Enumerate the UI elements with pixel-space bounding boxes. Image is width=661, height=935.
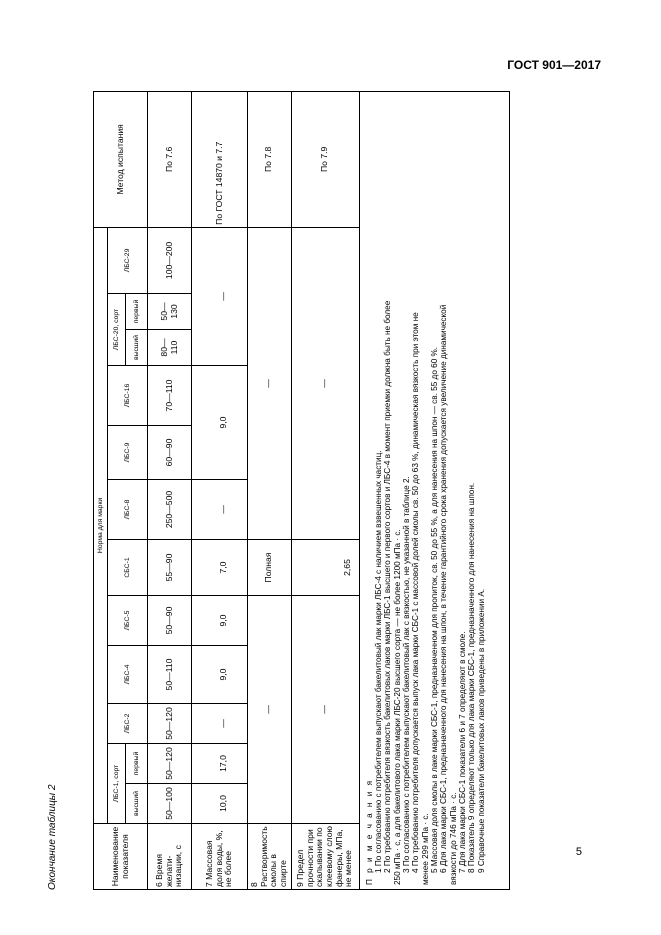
cell: — xyxy=(192,704,248,744)
header-lbs8: ЛБС-8 xyxy=(108,480,148,540)
cell: 2,65 xyxy=(291,540,359,596)
table-row xyxy=(248,91,292,889)
header-lbs29: ЛБС-29 xyxy=(108,227,148,293)
table-caption: Окончание таблицы 2 xyxy=(47,784,58,890)
cell: 10,0 xyxy=(192,784,248,824)
note-7: 7 Для лака марки СБС-1 показатели 6 и 7 определяют в смоле. xyxy=(457,631,467,873)
cell: — xyxy=(291,227,359,539)
table-row xyxy=(148,91,192,889)
note-6: 6 Для лака марки СБС-1, предназначенного для нанесения на шпон, в течение гарантийного срока хранения допускается увеличение динамической xyxy=(439,304,449,873)
document-number: ГОСТ 901—2017 xyxy=(507,58,601,72)
header-lbs20: ЛБС-20, сорт xyxy=(108,294,126,366)
header-lbs16: ЛБС-16 xyxy=(108,366,148,426)
table-row xyxy=(291,91,359,889)
gost-table xyxy=(93,91,510,890)
notes-title: П р и м е ч а н и я xyxy=(364,778,374,885)
cell: Полная xyxy=(248,540,292,596)
cell: 50—130 xyxy=(148,294,192,330)
page-number: 5 xyxy=(575,846,582,858)
header-lbs1-high: высший xyxy=(126,784,148,824)
note-3: 3 По согласованию с потребителем выпускают бакелитовый лак с вязкостью, не указанной в таблице 2. xyxy=(401,476,411,873)
note-4-cont: менее 299 мПа · с. xyxy=(420,813,430,885)
cell: 9,0 xyxy=(192,366,248,480)
method-cell: По ГОСТ 14870 и 7.7 xyxy=(192,91,248,227)
cell: 7,0 xyxy=(192,540,248,596)
method-cell: По 7.9 xyxy=(291,91,359,227)
header-lbs1: ЛБС-1, сорт xyxy=(108,744,126,824)
cell: — xyxy=(248,227,292,539)
cell: 60—90 xyxy=(148,426,192,480)
cell: — xyxy=(192,480,248,540)
note-2-cont: 250 мПа · с, а для бакелитового лака марки ЛБС-20 высшего сорта — не более 1200 мПа · с. xyxy=(392,529,402,885)
header-lbs20-first: первый xyxy=(126,294,148,330)
note-2: 2 По требованию потребителя вязкость бакелитовых лаков марки ЛБС-1 высшего и первого сортов и ЛБС-4 в момент приемки должна быть не более xyxy=(383,300,393,873)
header-group: Норма для марки xyxy=(94,227,108,823)
method-cell: По 7.6 xyxy=(148,91,192,227)
cell: 50—100 xyxy=(148,784,192,824)
header-lbs9: ЛБС-9 xyxy=(108,426,148,480)
note-1: 1 По согласованию с потребителем выпускают бакелитовый лак марки ЛБС-4 с наличием взвешенных частиц. xyxy=(373,450,383,873)
row-name: 9 Предел прочности при скалывании по клеевому слою фанеры, МПа, не менее xyxy=(291,824,359,890)
cell: 50—110 xyxy=(148,646,192,704)
row-name: 8 Растворимость смолы в спирте xyxy=(248,824,292,890)
cell: 80—110 xyxy=(148,330,192,366)
cell: 50—120 xyxy=(148,744,192,784)
header-sbs1: СБС-1 xyxy=(108,540,148,596)
note-8: 8 Показатель 9 определяют только для лака марки СБС-1, предназначенного для нанесения на шпон. xyxy=(467,482,477,873)
cell: 70—110 xyxy=(148,366,192,426)
notes-cell xyxy=(359,91,509,889)
cell: — xyxy=(248,596,292,824)
row-name: 7 Массовая доля воды, %, не более xyxy=(192,824,248,890)
note-4: 4 По требованию потребителя допускается выпуск лака марки СБС-1 с массовой долей смолы св. 50 до 63 %, динамическая вязкость при этом не xyxy=(411,312,421,873)
note-9: 9 Справочные показатели бакелитовых лаков приведены в приложении А. xyxy=(476,588,486,873)
header-lbs2: ЛБС-2 xyxy=(108,704,148,744)
cell: — xyxy=(291,596,359,824)
note-5: 5 Массовая доля смолы в лаке марки СБС-1, предназначенном для пропиток, св. 50 до 55 %, а для нанесения на шпон — св. 55 до 60 %. xyxy=(429,346,439,873)
header-method: Метод испытания xyxy=(94,91,148,227)
cell: 50—90 xyxy=(148,596,192,646)
row-name: 6 Время желати-низации, с xyxy=(148,824,192,890)
method-cell: По 7.8 xyxy=(248,91,292,227)
table-row xyxy=(192,91,248,889)
note-6-cont: вязкости до 746 мПа · с. xyxy=(448,792,458,885)
cell: — xyxy=(192,227,248,365)
header-name: Наименование показателя xyxy=(94,824,148,890)
header-lbs5: ЛБС-5 xyxy=(108,596,148,646)
header-lbs4: ЛБС-4 xyxy=(108,646,148,704)
table-row xyxy=(359,91,509,889)
cell: 9,0 xyxy=(192,596,248,646)
cell: 17,0 xyxy=(192,744,248,784)
cell: 250—500 xyxy=(148,480,192,540)
rotated-table-block xyxy=(43,90,493,890)
header-lbs1-first: первый xyxy=(126,744,148,784)
cell: 50—120 xyxy=(148,704,192,744)
cell: 55—90 xyxy=(148,540,192,596)
header-lbs20-high: высший xyxy=(126,330,148,366)
cell: 9,0 xyxy=(192,646,248,704)
cell: 100—200 xyxy=(148,227,192,293)
